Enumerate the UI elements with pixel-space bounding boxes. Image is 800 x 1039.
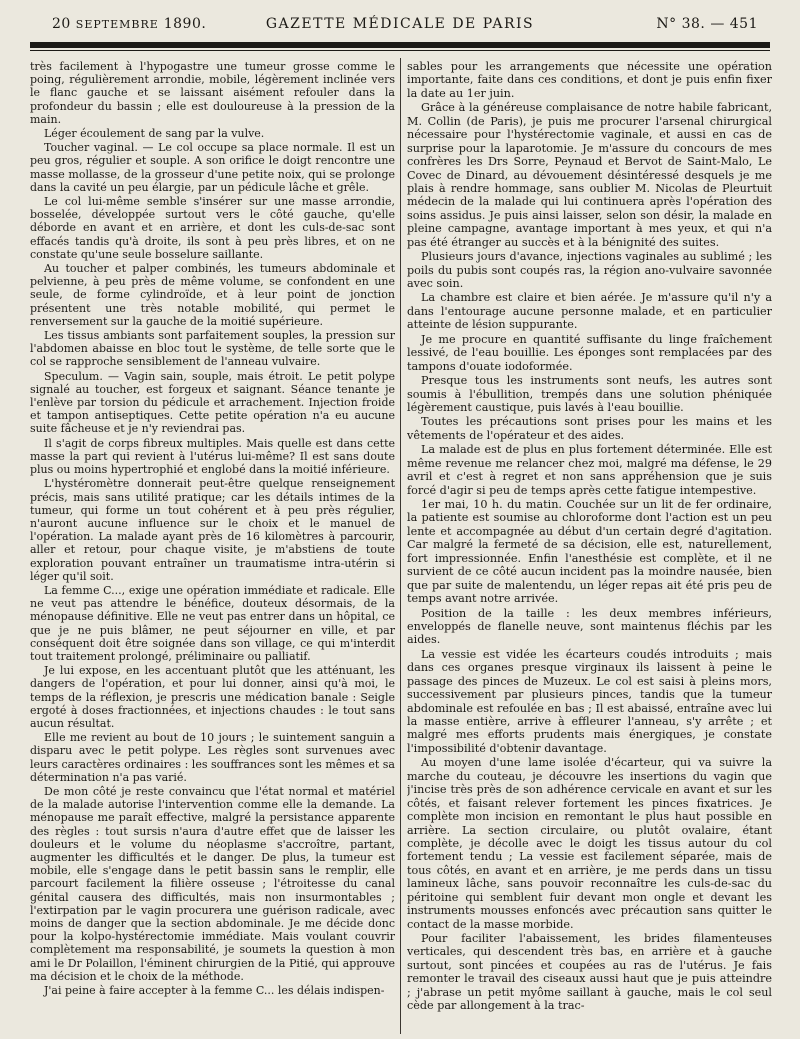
paragraph: Au moyen d'une lame isolée d'écarteur, qui va suivre la marche du couteau, je découvre les insertions du vagin que j'incise très près de son adhérence cervicale en avant et sur les côtés, et faisant relever fortement les pinces fixatrices. Je complète mon incision en remontant le plus haut possible en arrière. La section circulaire, ou plutôt ovalaire, étant complète, je décolle avec le doigt les tissus autour du col fortement tendu ; La vessie est facilement séparée, mais de tous côtés, en avant et en arrière, je me perds dans un tissu lamineux lâche, sans pouvoir reconnaître les culs-de-sac du péritoine qui semblent fuir devant mon ongle et devant les instruments mousses enfoncés avec précaution sans quitter le contact de la masse morbide.	[407, 756, 772, 931]
left-column	[30, 60, 395, 1035]
paragraph: Elle me revient au bout de 10 jours ; le suintement sanguin a disparu avec le petit polype. Les règles sont survenues avec leurs caractères ordinaires : les souffrances sont les mêmes et sa détermination n'a pas varié.	[30, 731, 395, 784]
paragraph: L'hystéromètre donnerait peut-être quelque renseignement précis, mais sans utilité pratique; car les détails intimes de la tumeur, qui forme un tout cohérent et à peu près régulier, n'auront aucune influence sur le choix et le manuel de l'opération. La malade ayant près de 16 kilomètres à parcourir, aller et retour, pour chaque visite, je m'abstiens de toute exploration pouvant entraîner un traumatisme intra-utérin si léger qu'il soit.	[30, 477, 395, 583]
journal-title: GAZETTE MÉDICALE DE PARIS	[265, 16, 535, 32]
paragraph: Grâce à la généreuse complaisance de notre habile fabricant, M. Collin (de Paris), je puis me procurer l'arsenal chirurgical nécessaire pour l'hystérectomie vaginale, et aussi en cas de surprise pour la laparotomie. Je m'assure du concours de mes confrères les Drs Sorre, Peynaud et Bervot de Saint-Malo, Le Covec de Dinard, au dévouement désintéressé desquels je me plais à rendre hommage, sans oublier M. Nicolas de Pleurtuit médecin de la malade qui lui continuera après l'opération des soins assidus. Je puis ainsi laisser, selon son désir, la malade en pleine campagne, avantage important à mes yeux, et qui n'a pas été étranger au succès et à la bénignité des suites.	[407, 101, 772, 249]
paragraph: La malade est de plus en plus fortement déterminée. Elle est même revenue me relancer chez moi, malgré ma défense, le 29 avril et c'est à regret et non sans appréhension que je suis forcé d'agir si peu de temps après cette fatigue intempestive.	[407, 443, 772, 497]
paragraph: La vessie est vidée les écarteurs coudés introduits ; mais dans ces organes presque virginaux ils laissent à peine le passage des pinces de Muzeux. Le col est saisi à pleins mors, successivement par plusieurs pinces, tandis que la tumeur abdominale est refoulée en bas ; Il est abaissé, entraîne avec lui la masse entière, arrive à effleurer l'anneau, s'y arrête ; et malgré mes efforts prudents mais énergiques, je constate l'impossibilité d'obtenir davantage.	[407, 647, 772, 755]
date-year: 1890.	[163, 16, 207, 32]
paragraph: Plusieurs jours d'avance, injections vaginales au sublimé ; les poils du pubis sont coupés ras, la région ano-vulvaire savonnée avec soin.	[407, 250, 772, 290]
paragraph: J'ai peine à faire accepter à la femme C... les délais indispen-	[44, 984, 385, 998]
paragraph: Position de la taille : les deux membres inférieurs, enveloppés de flanelle neuve, sont maintenus fléchis par les aides.	[407, 606, 772, 647]
right-column	[407, 60, 772, 1035]
header-rule	[30, 42, 770, 48]
paragraph: Léger écoulement de sang par la vulve.	[44, 127, 265, 141]
date-day: 20	[52, 16, 71, 32]
page-header	[30, 14, 770, 36]
header-rule-thin	[30, 50, 770, 51]
paragraph: Au toucher et palper combinés, les tumeurs abdominale et pelvienne, à peu près de même volume, se confondent en une seule, de forme cylindroïde, et à leur point de jonction présentent une très notable mobilité, qui permet le renversement sur la gauche de la moitié supérieure.	[30, 262, 395, 328]
paragraph: Je lui expose, en les accentuant plutôt que les atténuant, les dangers de l'opération, et pour lui donner, ainsi qu'à moi, le temps de la réflexion, je prescris une médication banale : Seigle ergoté à doses fractionnées, et injections chaudes : le tout sans aucun résultat.	[30, 664, 395, 730]
paragraph: Presque tous les instruments sont neufs, les autres sont soumis à l'ébullition, trempés dans une solution phéniquée légèrement caustique, puis lavés à l'eau bouillie.	[407, 374, 772, 414]
paragraph: Toutes les précautions sont prises pour les mains et les vêtements de l'opérateur et des aides.	[407, 415, 772, 442]
paragraph: Le col lui-même semble s'insérer sur une masse arrondie, bosselée, développée surtout vers le côté gauche, qu'elle déborde en avant et en arrière, et dont les culs-de-sac sont effacés tandis qu'à droite, ils sont à peu près libres, et on ne constate qu'une seule bosselure saillante.	[30, 195, 395, 261]
paragraph: Il s'agit de corps fibreux multiples. Mais quelle est dans cette masse la part qui revient à l'utérus lui-même? Il est sans doute plus ou moins hypertrophié et englobé dans la moitié inférieure.	[30, 436, 395, 477]
paragraph: Les tissus ambiants sont parfaitement souples, la pression sur l'abdomen abaisse en bloc tout le système, de telle sorte que le col se rapproche sensiblement de l'anneau vulvaire.	[30, 329, 395, 369]
paragraph: Je me procure en quantité suffisante du linge fraîchement lessivé, de l'eau bouillie. Les éponges sont remplacées par des tampons d'ouate iodoformée.	[407, 332, 772, 373]
paragraph: Speculum. — Vagin sain, souple, mais étroit. Le petit polype signalé au toucher, est forgeux et saignant. Séance tenante je l'enlève par torsion du pédicule et arrachement. Injection froide et tampon antiseptiques. Cette petite opération n'a eu aucune suite fâcheuse et je n'y reviendrai pas.	[30, 369, 395, 436]
paragraph: 1er mai, 10 h. du matin. Couchée sur un lit de fer ordinaire, la patiente est soumise au chloroforme dont l'action est un peu lente et accompagnée au début d'un certain degré d'agitation. Car malgré la fermeté de sa décision, elle est, naturellement, fort impressionnée. Enfin l'anesthésie est complète, et il ne survient de ce côté aucun incident pas la moindre nausée, bien que par suite de malentendu, un léger repas ait été pris peu de temps avant notre arrivée.	[407, 498, 772, 606]
issue-page-number: N° 38. — 451	[656, 16, 758, 32]
paragraph: La chambre est claire et bien aérée. Je m'assure qu'il n'y a dans l'entourage aucune personne malade, et en particulier atteinte de lésion suppurante.	[407, 291, 772, 332]
paragraph: sables pour les arrangements que nécessite une opération importante, faite dans ces conditions, et dont je puis enfin fixer la date au 1er juin.	[407, 60, 772, 100]
column-divider	[400, 58, 401, 1034]
paragraph: De mon côté je reste convaincu que l'état normal et matériel de la malade autorise l'intervention comme elle la demande. La ménopause me paraît effective, malgré la persistance apparente des règles : tout sursis n'aura d'autre effet que de laisser les douleurs et le volume du néoplasme s'accroître, partant, augmenter les difficultés et le danger. De plus, la tumeur est mobile, elle s'engage dans le petit bassin sans le remplir, elle parcourt facilement la filière osseuse ; l'étroitesse du canal génital causera des difficultés, mais non insurmontables ; l'extirpation par le vagin procurera une guérison radicale, avec moins de danger que la section abdominale. Je me décide donc pour la kolpo-hystérectomie immédiate. Mais voulant couvrir complètement ma responsabilité, je soumets la question à mon ami le Dr Polaillon, l'éminent chirurgien de la Pitié, qui approuve ma décision et le choix de la méthode.	[30, 784, 395, 983]
date-month: SEPTEMBRE	[75, 18, 159, 31]
paragraph: La femme C..., exige une opération immédiate et radicale. Elle ne veut pas attendre le bénéfice, douteux désormais, de la ménopause définitive. Elle ne veut pas entrer dans un hôpital, ce que je ne puis blâmer, ne peut séjourner en ville, et par conséquent doit être soignée dans son village, ce qui m'interdit tout traitement prolongé, préliminaire ou palliatif.	[30, 583, 395, 663]
paragraph: très facilement à l'hypogastre une tumeur grosse comme le poing, régulièrement arrondie, mobile, légèrement inclinée vers le flanc gauche et se laissant aisément refouler dans la profondeur du bassin ; elle est douloureuse à la pression de la main.	[30, 60, 395, 126]
paragraph: Pour faciliter l'abaissement, les brides filamenteuses verticales, qui descendent très bas, en arrière et à gauche surtout, sont pincées et coupées au ras de l'utérus. Je fais remonter le travail des ciseaux aussi haut que je puis atteindre ; j'abrase un petit myôme saillant à gauche, mais le col seul cède par allongement à la trac-	[407, 932, 772, 1013]
paragraph: Toucher vaginal. — Le col occupe sa place normale. Il est un peu gros, régulier et souple. A son orifice le doigt rencontre une masse mollasse, de la grosseur d'une petite noix, qui se prolonge dans la cavité un peu élargie, par un pédicule lâche et grêle.	[30, 141, 395, 194]
